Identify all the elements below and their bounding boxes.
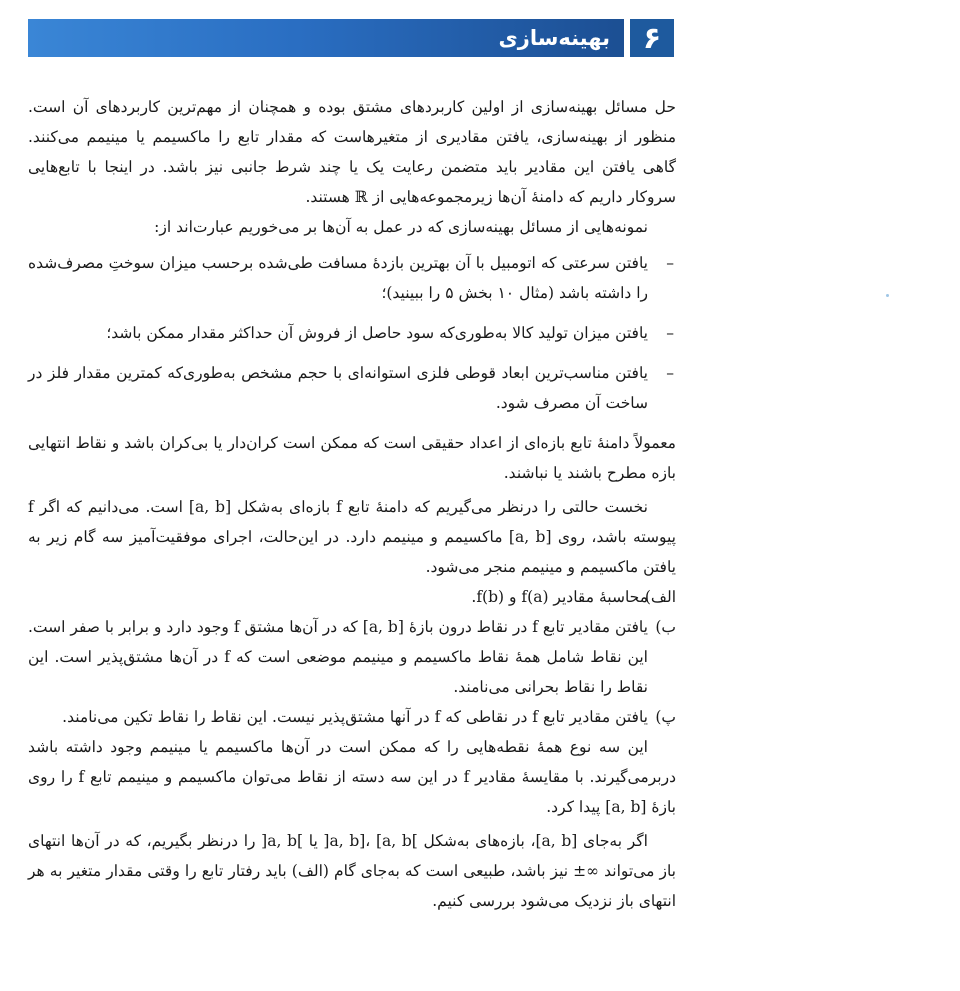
chapter-header — [28, 19, 674, 57]
dash-bullet: – — [666, 324, 674, 342]
step-label: پ) — [655, 708, 676, 726]
step-label: ب) — [655, 618, 676, 636]
chapter-title-bar — [28, 19, 624, 57]
dash-bullet: – — [666, 364, 674, 382]
chapter-number: ۶ — [630, 19, 674, 57]
step-be: ب) یافتن مقادیر تابع f در نقاط درون بازهٔ [a, b] که در آن‌ها مشتق f وجود دارد و برابر با صفر است. این نقاط شامل همهٔ نقاط ماکسیمم و مینیمم موضعی است که f در آن‌ها مشتق‌پذیر است. این نقاط را نقاط بحرانی می‌نامند. — [28, 612, 676, 702]
examples-list — [28, 248, 676, 418]
scan-speck — [886, 294, 889, 297]
step-pe: پ) یافتن مقادیر تابع f در نقاطی که f در آنها مشتق‌پذیر نیست. این نقاط را نقاط تکین می‌نامند. — [28, 702, 676, 732]
summary-paragraph: این سه نوع همهٔ نقطه‌هایی را که ممکن است در آن‌ها ماکسیمم یا مینیمم وجود داشته باشد دربرمی‌گیرند. با مقایسهٔ مقادیر f در این سه دسته از نقاط می‌توان ماکسیمم و مینیمم تابع f را روی بازهٔ [a, b] پیدا کرد. — [28, 738, 676, 816]
open-interval-paragraph: اگر به‌جای [a, b]، بازه‌های به‌شکل ]a, b]، [a, b[ یا ]a, b[ را درنظر بگیریم، که در آن‌ها انتهای باز می‌تواند ∞± نیز باشد، طبیعی است که به‌جای گام (الف) باید رفتار تابع را وقتی مقدار متغیر به هر انتهای باز نزدیک می‌شود بررسی کنیم. — [28, 832, 676, 910]
dash-bullet: – — [666, 254, 674, 272]
chapter-title: بهینه‌سازی — [498, 26, 610, 50]
examples-intro: نمونه‌هایی از مسائل بهینه‌سازی که در عمل به آن‌ها بر می‌خوریم عبارت‌اند از: — [154, 218, 648, 236]
list-item: – یافتن مناسب‌ترین ابعاد قوطی فلزی استوانه‌ای با حجم مشخص به‌طوری‌که کمترین مقدار فلز در ساخت آن مصرف شود. — [28, 358, 676, 418]
step-alef: الف) محاسبهٔ مقادیر f(a) و f(b). — [28, 582, 676, 612]
list-item: – یافتن میزان تولید کالا به‌طوری‌که سود حاصل از فروش آن حداکثر مقدار ممکن باشد؛ — [28, 318, 676, 348]
closed-interval-paragraph: نخست حالتی را درنظر می‌گیریم که دامنهٔ تابع f بازه‌ای به‌شکل [a, b] است. می‌دانیم که اگر f پیوسته باشد، روی [a, b] ماکسیمم و مینیمم دارد. در این‌حالت، اجرای موفقیت‌آمیز سه گام زیر به یافتن ماکسیمم و مینیمم منجر می‌شود. — [28, 498, 676, 576]
page-body — [28, 92, 676, 916]
list-item: – یافتن سرعتی که اتومبیل با آن بهترین بازدهٔ مسافت طی‌شده برحسب میزان سوختِ مصرف‌شده را داشته باشد (مثال ۱۰ بخش ۵ را ببینید)؛ — [28, 248, 676, 308]
domain-paragraph: معمولاً دامنهٔ تابع بازه‌ای از اعداد حقیقی است که ممکن است کران‌دار یا بی‌کران باشد و نقاط انتهایی بازه مطرح باشند یا نباشند. — [28, 434, 676, 482]
step-label: الف) — [644, 588, 676, 606]
intro-paragraph: حل مسائل بهینه‌سازی از اولین کاربردهای مشتق بوده و همچنان از مهم‌ترین کاربردهای آن است. منظور از بهینه‌سازی، یافتن مقادیری از متغیرهاست که مقدار تابع را ماکسیمم یا مینیمم می‌کنند. گاهی یافتن این مقادیر باید متضمن رعایت یک یا چند شرط جانبی نیز باشد. در اینجا با تابع‌هایی سروکار داریم که دامنهٔ آن‌ها زیرمجموعه‌هایی از ℝ هستند. — [28, 98, 676, 206]
